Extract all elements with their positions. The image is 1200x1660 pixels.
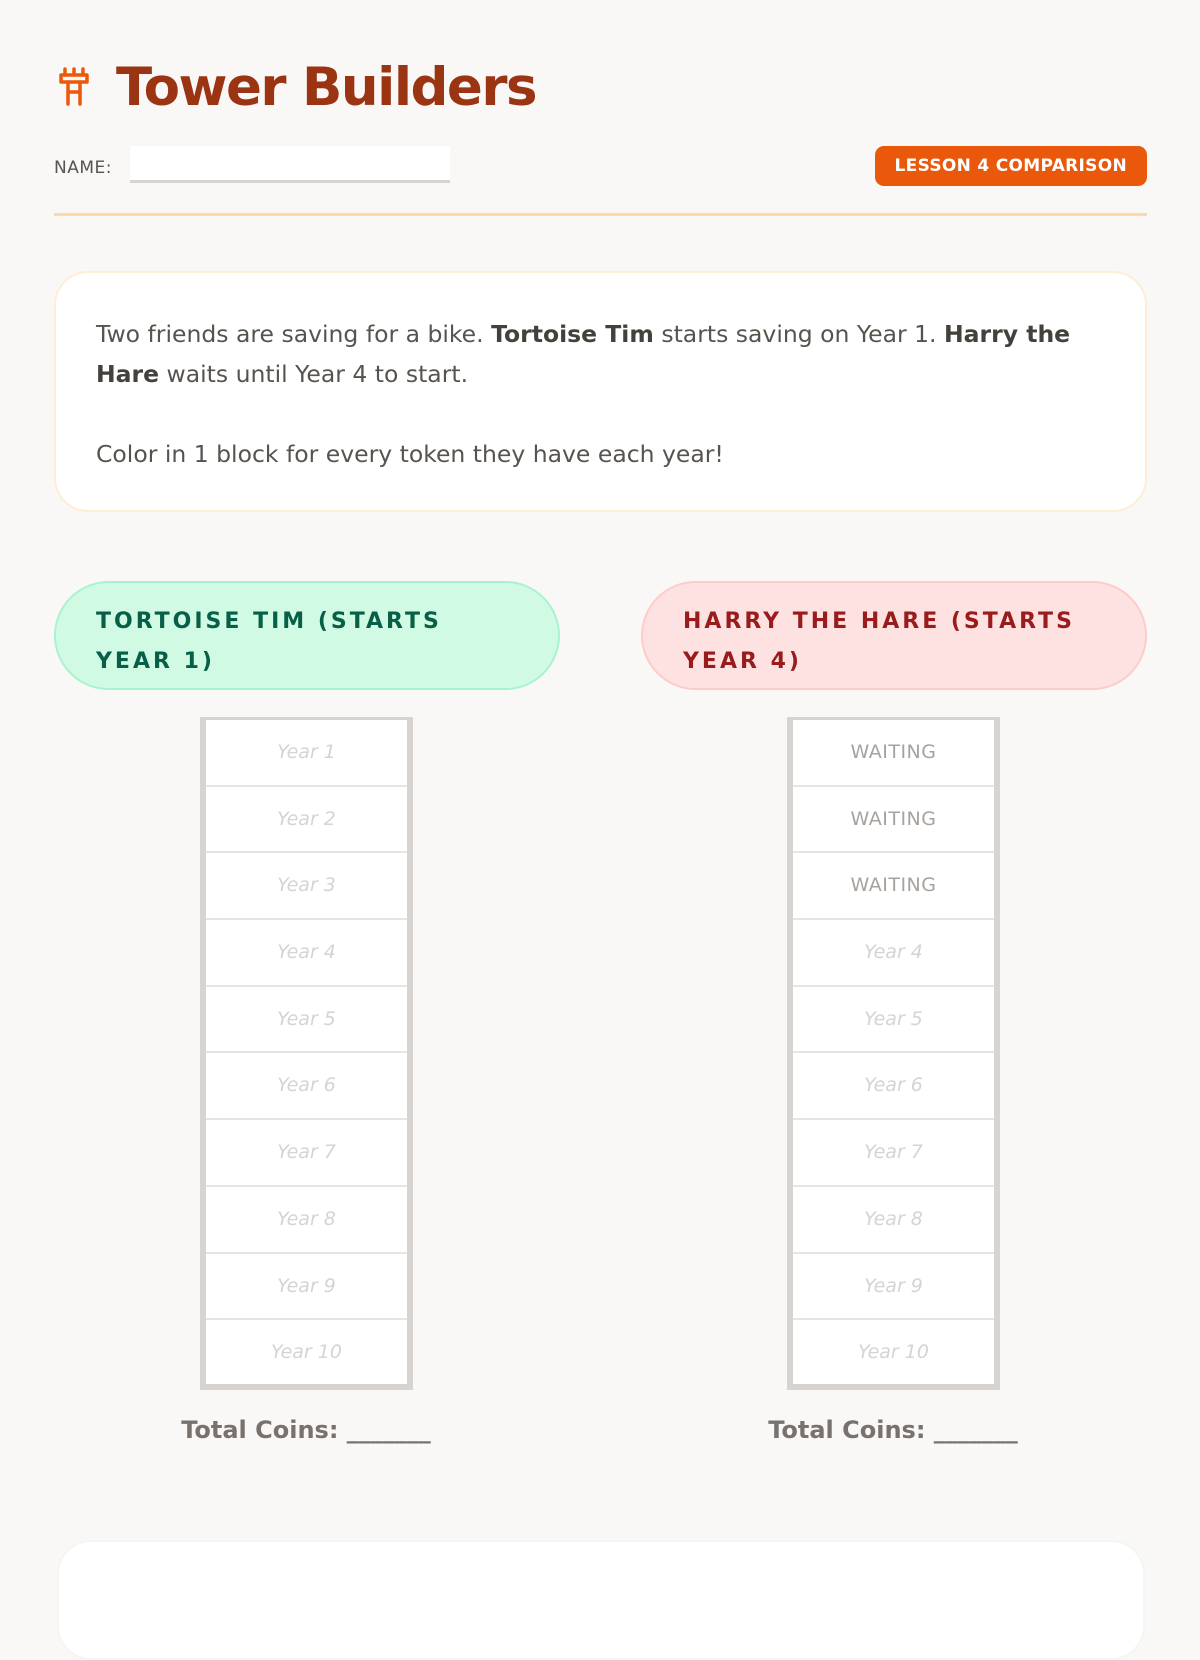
harry-tower-label: HARRY THE HARE (STARTS YEAR 4)	[641, 581, 1147, 690]
tower-block[interactable]: Year 8	[206, 1187, 407, 1254]
harry-total-coins: Total Coins: _______	[768, 1416, 1018, 1444]
header-divider	[54, 213, 1147, 216]
story-text-part: starts saving on Year 1.	[653, 320, 944, 348]
title-row	[54, 52, 1147, 122]
tower-block[interactable]: Year 6	[793, 1053, 994, 1120]
worksheet-header	[54, 52, 1147, 178]
tower-block[interactable]: Year 4	[793, 920, 994, 987]
tower-block-waiting: WAITING	[793, 720, 994, 787]
tower-block-waiting: WAITING	[793, 853, 994, 920]
story-harry-name: Harry the Hare	[96, 320, 1071, 388]
tower-block[interactable]: Year 1	[206, 720, 407, 787]
tower-block[interactable]: Year 10	[858, 1341, 929, 1364]
tower-block[interactable]: Year 7	[793, 1120, 994, 1187]
meta-row	[54, 146, 1147, 190]
name-input[interactable]	[130, 146, 450, 183]
tower-icon	[54, 65, 94, 109]
tim-tower	[200, 717, 413, 1390]
lesson-badge: LESSON 4 COMPARISON	[875, 146, 1147, 186]
next-section-card	[57, 1540, 1145, 1660]
tower-block[interactable]: Year 6	[206, 1053, 407, 1120]
tower-block[interactable]: Year 10	[271, 1341, 342, 1364]
story-tim-name: Tortoise Tim	[491, 320, 654, 348]
tower-block[interactable]: Year 8	[793, 1187, 994, 1254]
story-instruction: Color in 1 block for every token they have each year!	[96, 440, 724, 468]
tower-block[interactable]: Year 5	[793, 987, 994, 1054]
harry-tower	[787, 717, 1000, 1390]
tower-block[interactable]: Year 9	[206, 1254, 407, 1321]
tower-block-waiting: WAITING	[793, 787, 994, 854]
story-card	[54, 271, 1147, 512]
tower-block[interactable]: Year 3	[206, 853, 407, 920]
story-text	[96, 314, 1105, 394]
name-label: NAME:	[54, 158, 112, 178]
tower-block[interactable]: Year 2	[206, 787, 407, 854]
tower-block[interactable]: Year 4	[206, 920, 407, 987]
story-text-part: waits until Year 4 to start.	[159, 360, 469, 388]
tim-tower-label: TORTOISE TIM (STARTS YEAR 1)	[54, 581, 560, 690]
tower-block[interactable]: Year 5	[206, 987, 407, 1054]
page-title: Tower Builders	[116, 56, 537, 118]
tim-total-coins: Total Coins: _______	[181, 1416, 431, 1444]
tower-block[interactable]: Year 7	[206, 1120, 407, 1187]
tower-block[interactable]: Year 9	[793, 1254, 994, 1321]
story-text-part: Two friends are saving for a bike.	[96, 320, 492, 348]
